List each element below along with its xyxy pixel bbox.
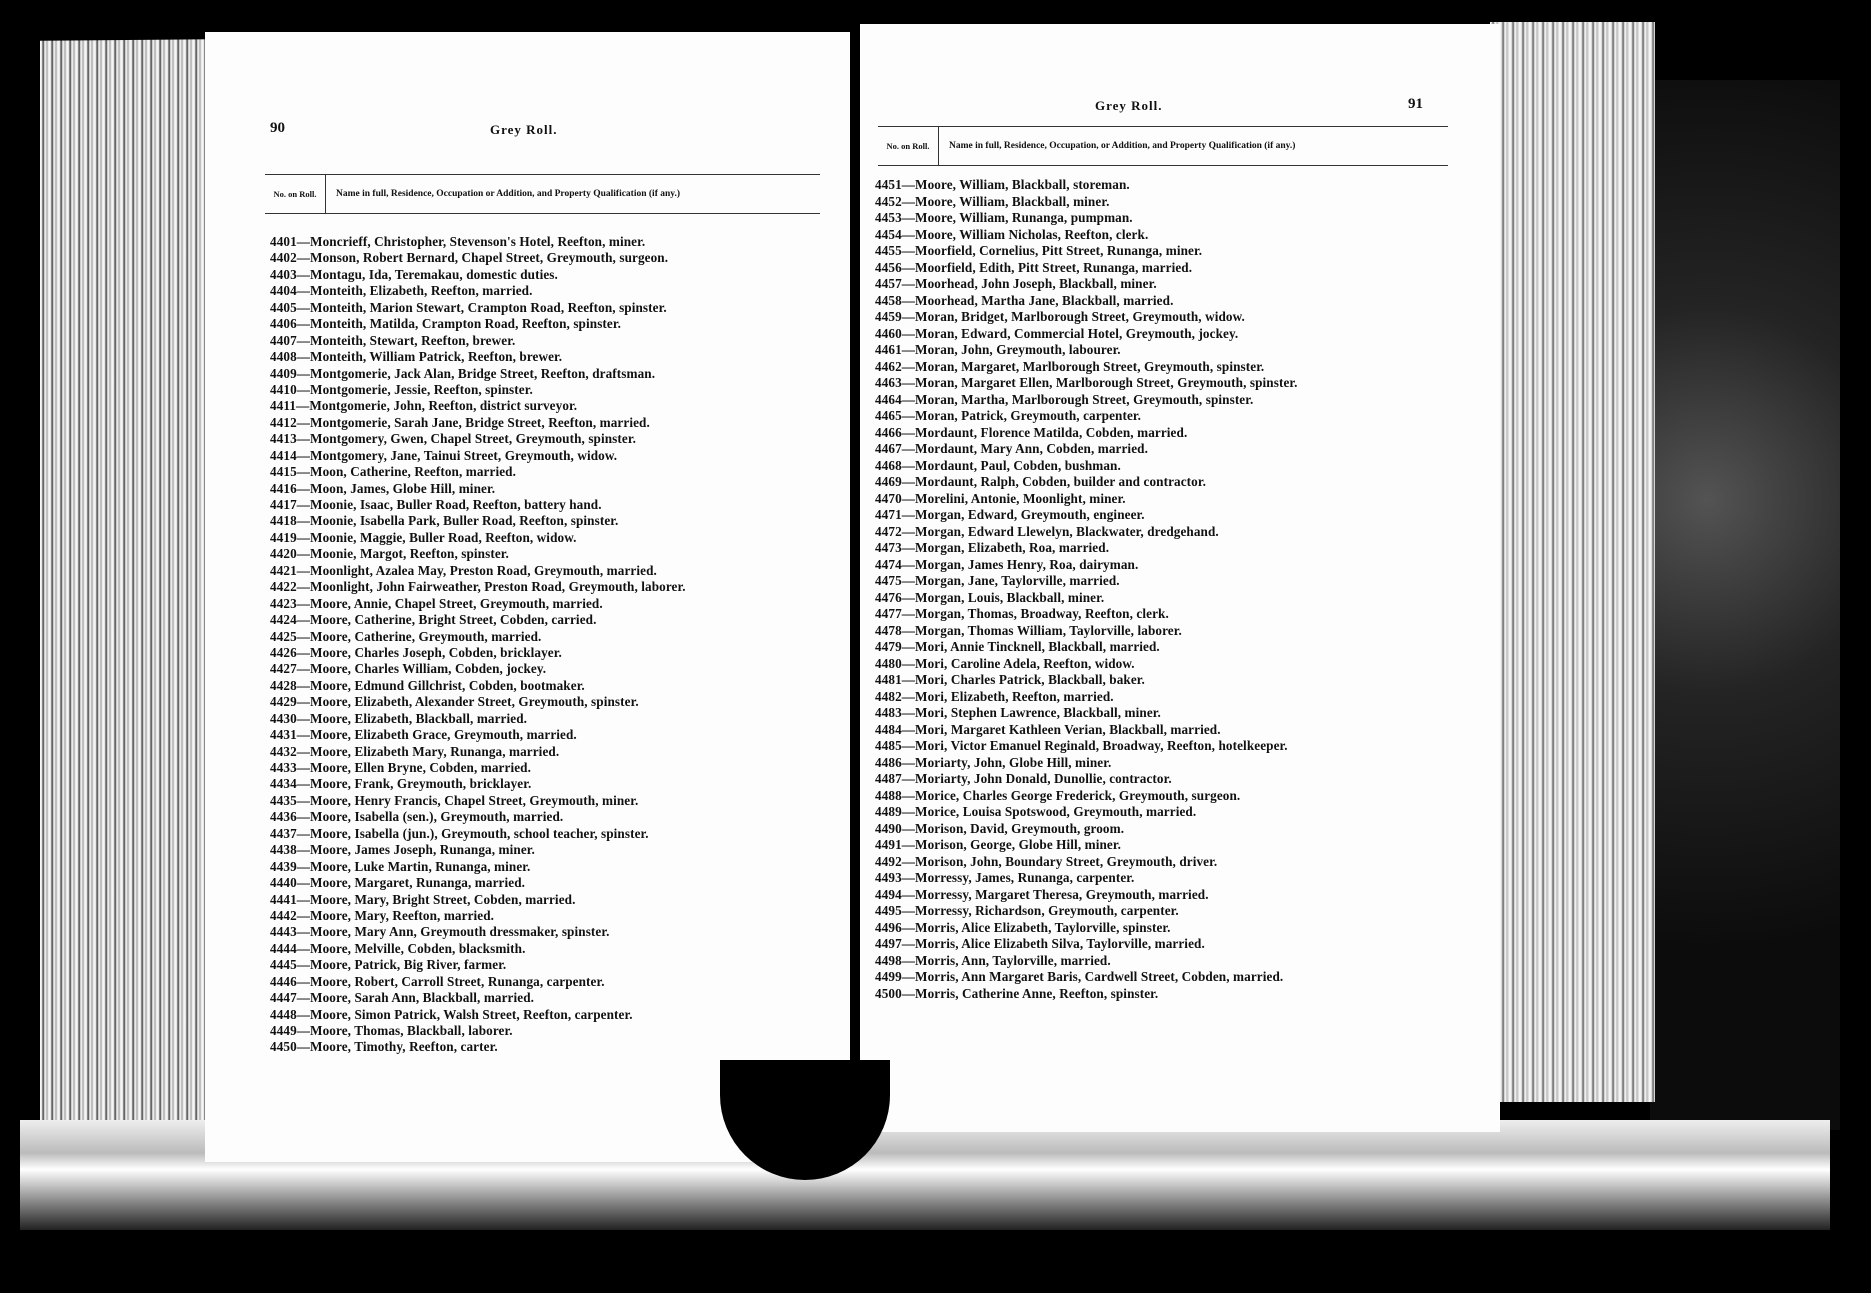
- roll-entry: 4410—Montgomerie, Jessie, Reefton, spinster.: [270, 381, 533, 397]
- roll-entry: 4464—Moran, Martha, Marlborough Street, Greymouth, spinster.: [875, 391, 1254, 407]
- roll-entry: 4466—Mordaunt, Florence Matilda, Cobden, married.: [875, 424, 1188, 440]
- roll-entry: 4429—Moore, Elizabeth, Alexander Street, Greymouth, spinster.: [270, 694, 639, 710]
- roll-entry: 4435—Moore, Henry Francis, Chapel Street, Greymouth, miner.: [270, 792, 639, 808]
- roll-entry: 4430—Moore, Elizabeth, Blackball, married.: [270, 710, 528, 726]
- roll-entry: 4405—Monteith, Marion Stewart, Crampton Road, Reefton, spinster.: [270, 299, 667, 315]
- roll-entry: 4460—Moran, Edward, Commercial Hotel, Greymouth, jockey.: [875, 325, 1239, 341]
- roll-entry: 4472—Morgan, Edward Llewelyn, Blackwater, dredgehand.: [875, 523, 1219, 539]
- roll-entry: 4418—Moonie, Isabella Park, Buller Road, Reefton, spinster.: [270, 513, 619, 529]
- roll-entry: 4469—Mordaunt, Ralph, Cobden, builder and contractor.: [875, 474, 1206, 489]
- roll-entry: 4494—Morressy, Margaret Theresa, Greymouth, married.: [875, 886, 1209, 902]
- roll-entry: 4456—Moorfield, Edith, Pitt Street, Runanga, married.: [875, 259, 1193, 275]
- roll-entry: 4444—Moore, Melville, Cobden, blacksmith.: [270, 940, 526, 956]
- page-number-left: 90: [270, 120, 285, 136]
- roll-entry: 4423—Moore, Annie, Chapel Street, Greymouth, married.: [270, 595, 603, 611]
- roll-entry: 4411—Montgomerie, John, Reefton, district surveyor.: [270, 398, 578, 414]
- roll-entry: 4436—Moore, Isabella (sen.), Greymouth, married.: [270, 809, 564, 825]
- roll-entry: 4446—Moore, Robert, Carroll Street, Runanga, carpenter.: [270, 973, 605, 989]
- roll-entry: 4465—Moran, Patrick, Greymouth, carpenter.: [875, 408, 1142, 423]
- roll-entry: 4427—Moore, Charles William, Cobden, jockey.: [270, 661, 547, 677]
- column-header-right: [878, 126, 1448, 166]
- roll-entry: 4486—Moriarty, John, Globe Hill, miner.: [875, 754, 1112, 770]
- roll-entry: 4488—Morice, Charles George Frederick, Greymouth, surgeon.: [875, 787, 1241, 803]
- roll-entry: 4414—Montgomery, Jane, Tainui Street, Greymouth, widow.: [270, 447, 618, 463]
- right-page: [860, 24, 1500, 1132]
- roll-entry: 4408—Monteith, William Patrick, Reefton, brewer.: [270, 349, 563, 365]
- roll-entry: 4424—Moore, Catherine, Bright Street, Cobden, carried.: [270, 612, 597, 628]
- roll-entry: 4490—Morison, David, Greymouth, groom.: [875, 820, 1125, 836]
- roll-entry: 4413—Montgomery, Gwen, Chapel Street, Greymouth, spinster.: [270, 431, 636, 447]
- roll-entry: 4442—Moore, Mary, Reefton, married.: [270, 907, 495, 923]
- roll-entry: 4433—Moore, Ellen Bryne, Cobden, married.: [270, 760, 531, 775]
- roll-entry: 4478—Morgan, Thomas William, Taylorville, laborer.: [875, 622, 1182, 638]
- roll-entry: 4491—Morison, George, Globe Hill, miner.: [875, 837, 1121, 852]
- roll-entry: 4421—Moonlight, Azalea May, Preston Road, Greymouth, married.: [270, 562, 657, 578]
- roll-entry: 4409—Montgomerie, Jack Alan, Bridge Street, Reefton, draftsman.: [270, 365, 656, 381]
- roll-entry: 4451—Moore, William, Blackball, storeman.: [875, 177, 1130, 192]
- roll-entry: 4453—Moore, William, Runanga, pumpman.: [875, 210, 1133, 225]
- roll-entry: 4447—Moore, Sarah Ann, Blackball, married.: [270, 990, 535, 1006]
- roll-entry: 4493—Morressy, James, Runanga, carpenter.: [875, 870, 1135, 885]
- roll-entry: 4438—Moore, James Joseph, Runanga, miner.: [270, 842, 535, 858]
- roll-entry: 4475—Morgan, Jane, Taylorville, married.: [875, 573, 1120, 588]
- roll-entry: 4463—Moran, Margaret Ellen, Marlborough Street, Greymouth, spinster.: [875, 375, 1298, 390]
- roll-entry: 4492—Morison, John, Boundary Street, Greymouth, driver.: [875, 853, 1218, 869]
- roll-entry: 4425—Moore, Catherine, Greymouth, married.: [270, 628, 542, 644]
- roll-entry: 4473—Morgan, Elizabeth, Roa, married.: [875, 540, 1110, 555]
- roll-entry: 4496—Morris, Alice Elizabeth, Taylorville, spinster.: [875, 919, 1171, 935]
- roll-entry: 4477—Morgan, Thomas, Broadway, Reefton, clerk.: [875, 606, 1169, 621]
- roll-entry: 4441—Moore, Mary, Bright Street, Cobden, married.: [270, 891, 576, 907]
- roll-entry: 4495—Morressy, Richardson, Greymouth, carpenter.: [875, 903, 1179, 918]
- roll-entry: 4434—Moore, Frank, Greymouth, bricklayer.: [270, 776, 532, 792]
- roll-entry: 4468—Mordaunt, Paul, Cobden, bushman.: [875, 457, 1121, 473]
- roll-entry: 4485—Mori, Victor Emanuel Reginald, Broadway, Reefton, hotelkeeper.: [875, 738, 1288, 753]
- roll-entry: 4454—Moore, William Nicholas, Reefton, clerk.: [875, 226, 1149, 242]
- roll-entry: 4489—Morice, Louisa Spotswood, Greymouth, married.: [875, 804, 1197, 819]
- roll-entry: 4428—Moore, Edmund Gillchrist, Cobden, bootmaker.: [270, 677, 585, 693]
- column-description: Name in full, Residence, Occupation, or Addition, and Property Qualification (if any.): [949, 141, 1296, 151]
- roll-entry: 4457—Moorhead, John Joseph, Blackball, miner.: [875, 276, 1157, 291]
- roll-entry: 4455—Moorfield, Cornelius, Pitt Street, Runanga, miner.: [875, 243, 1203, 258]
- roll-entry: 4500—Morris, Catherine Anne, Reefton, spinster.: [875, 985, 1159, 1001]
- roll-entry: 4484—Mori, Margaret Kathleen Verian, Blackball, married.: [875, 721, 1221, 737]
- roll-entry: 4474—Morgan, James Henry, Roa, dairyman.: [875, 556, 1139, 572]
- roll-entry: 4422—Moonlight, John Fairweather, Preston Road, Greymouth, laborer.: [270, 579, 686, 595]
- roll-entry: 4401—Moncrieff, Christopher, Stevenson's Hotel, Reefton, miner.: [270, 234, 646, 249]
- roll-entry: 4404—Monteith, Elizabeth, Reefton, married.: [270, 283, 533, 299]
- roll-entry: 4445—Moore, Patrick, Big River, farmer.: [270, 957, 507, 973]
- roll-entry: 4402—Monson, Robert Bernard, Chapel Street, Greymouth, surgeon.: [270, 250, 669, 266]
- roll-entry: 4476—Morgan, Louis, Blackball, miner.: [875, 589, 1105, 605]
- left-page: [205, 32, 850, 1162]
- scan-background-noise: [1650, 80, 1840, 1130]
- roll-entry: 4439—Moore, Luke Martin, Runanga, miner.: [270, 858, 531, 874]
- column-no-on-roll: No. on Roll.: [265, 175, 326, 213]
- page-number-right: 91: [1408, 96, 1423, 112]
- column-header-left: [265, 174, 820, 214]
- roll-entry: 4483—Mori, Stephen Lawrence, Blackball, miner.: [875, 705, 1161, 720]
- roll-entry: 4479—Mori, Annie Tincknell, Blackball, married.: [875, 639, 1160, 654]
- column-description: Name in full, Residence, Occupation or Addition, and Property Qualification (if any.): [336, 189, 681, 199]
- roll-entry: 4452—Moore, William, Blackball, miner.: [875, 193, 1110, 209]
- roll-entries-left: [270, 234, 686, 1056]
- page-edges-left: [40, 39, 210, 1160]
- roll-entry: 4432—Moore, Elizabeth Mary, Runanga, married.: [270, 743, 560, 759]
- roll-entry: 4443—Moore, Mary Ann, Greymouth dressmaker, spinster.: [270, 924, 610, 940]
- roll-entry: 4416—Moon, James, Globe Hill, miner.: [270, 480, 496, 496]
- page-title-left: Grey Roll.: [490, 122, 558, 137]
- roll-entry: 4467—Mordaunt, Mary Ann, Cobden, married.: [875, 441, 1148, 456]
- roll-entry: 4487—Moriarty, John Donald, Dunollie, contractor.: [875, 771, 1172, 786]
- roll-entry: 4415—Moon, Catherine, Reefton, married.: [270, 464, 516, 480]
- roll-entry: 4403—Montagu, Ida, Teremakau, domestic duties.: [270, 266, 558, 282]
- roll-entry: 4407—Monteith, Stewart, Reefton, brewer.: [270, 332, 516, 348]
- roll-entry: 4459—Moran, Bridget, Marlborough Street, Greymouth, widow.: [875, 309, 1245, 324]
- roll-entry: 4431—Moore, Elizabeth Grace, Greymouth, married.: [270, 727, 577, 743]
- roll-entry: 4482—Mori, Elizabeth, Reefton, married.: [875, 688, 1114, 704]
- page-title-right: Grey Roll.: [1095, 98, 1163, 113]
- column-no-on-roll: No. on Roll.: [878, 127, 939, 165]
- roll-entry: 4419—Moonie, Maggie, Buller Road, Reefton, widow.: [270, 529, 577, 545]
- roll-entry: 4470—Morelini, Antonie, Moonlight, miner.: [875, 490, 1126, 506]
- roll-entry: 4426—Moore, Charles Joseph, Cobden, bricklayer.: [270, 644, 562, 660]
- roll-entry: 4499—Morris, Ann Margaret Baris, Cardwell Street, Cobden, married.: [875, 969, 1284, 984]
- roll-entry: 4471—Morgan, Edward, Greymouth, engineer.: [875, 507, 1145, 522]
- roll-entry: 4458—Moorhead, Martha Jane, Blackball, married.: [875, 292, 1174, 308]
- roll-entry: 4481—Mori, Charles Patrick, Blackball, baker.: [875, 672, 1145, 687]
- roll-entry: 4462—Moran, Margaret, Marlborough Street, Greymouth, spinster.: [875, 358, 1265, 374]
- roll-entry: 4420—Moonie, Margot, Reefton, spinster.: [270, 546, 509, 562]
- roll-entry: 4448—Moore, Simon Patrick, Walsh Street, Reefton, carpenter.: [270, 1006, 633, 1022]
- roll-entry: 4497—Morris, Alice Elizabeth Silva, Taylorville, married.: [875, 936, 1205, 951]
- roll-entry: 4437—Moore, Isabella (jun.), Greymouth, school teacher, spinster.: [270, 825, 649, 841]
- roll-entry: 4480—Mori, Caroline Adela, Reefton, widow.: [875, 655, 1135, 671]
- roll-entry: 4412—Montgomerie, Sarah Jane, Bridge Street, Reefton, married.: [270, 414, 650, 430]
- roll-entry: 4406—Monteith, Matilda, Crampton Road, Reefton, spinster.: [270, 316, 622, 332]
- roll-entry: 4450—Moore, Timothy, Reefton, carter.: [270, 1039, 498, 1055]
- roll-entry: 4461—Moran, John, Greymouth, labourer.: [875, 342, 1121, 357]
- page-edges-right: [1490, 22, 1655, 1102]
- roll-entry: 4449—Moore, Thomas, Blackball, laborer.: [270, 1023, 513, 1038]
- roll-entry: 4440—Moore, Margaret, Runanga, married.: [270, 875, 526, 891]
- roll-entries-right: [875, 177, 1298, 1002]
- roll-entry: 4498—Morris, Ann, Taylorville, married.: [875, 952, 1111, 968]
- roll-entry: 4417—Moonie, Isaac, Buller Road, Reefton, battery hand.: [270, 497, 602, 512]
